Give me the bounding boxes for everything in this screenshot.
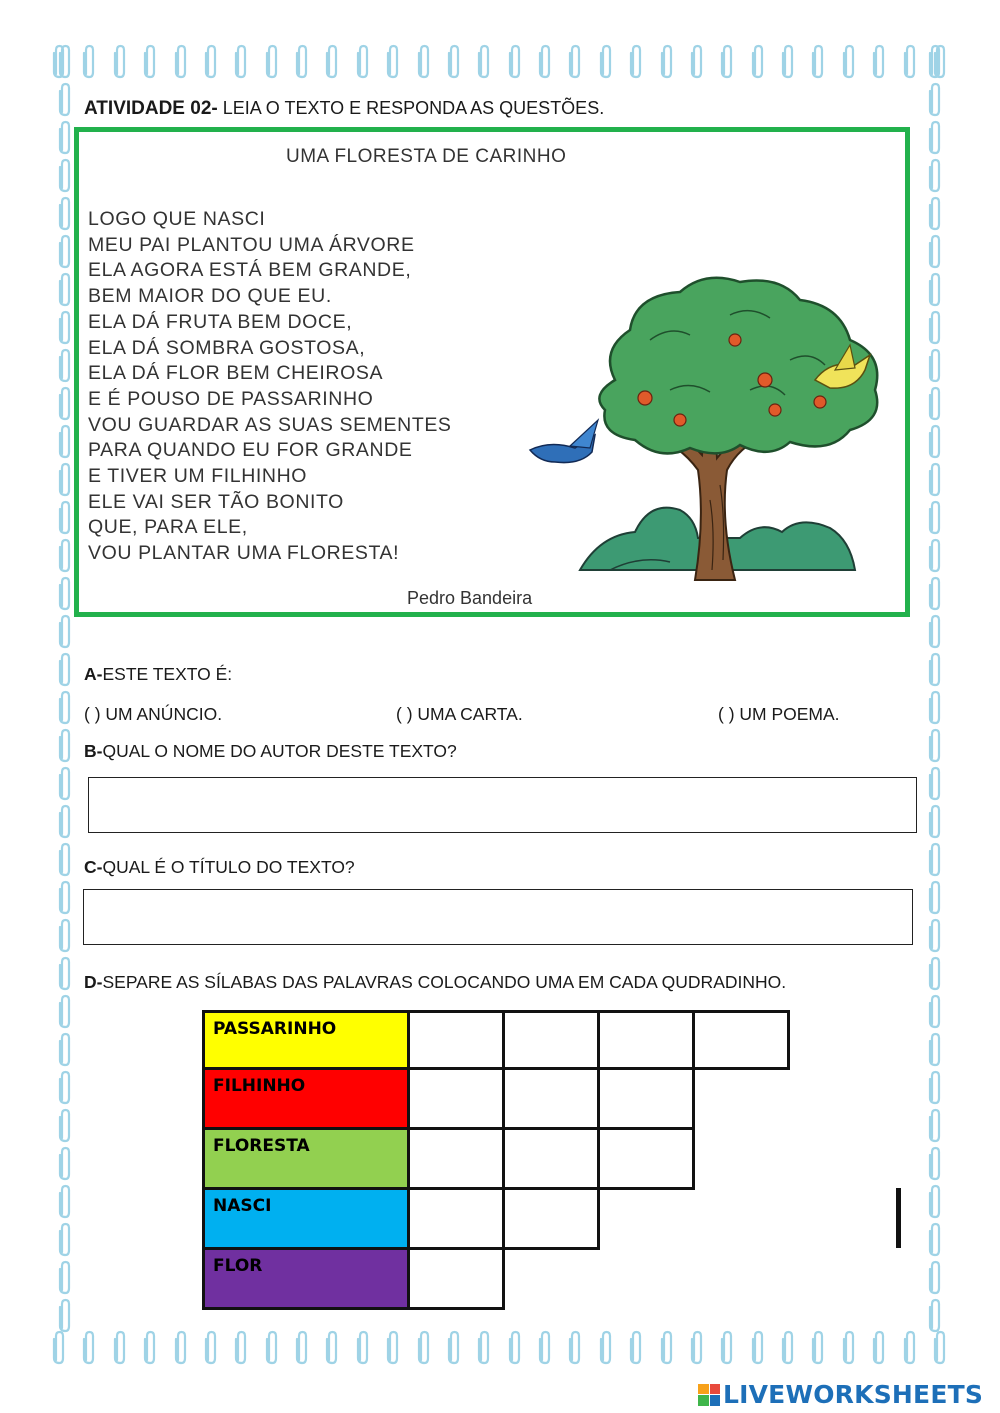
paperclip-icon xyxy=(690,44,705,80)
paperclip-icon xyxy=(928,348,943,384)
paperclip-icon xyxy=(58,1070,73,1106)
paperclip-icon xyxy=(568,1330,583,1366)
syllable-row xyxy=(202,1250,505,1310)
word-cell: FILHINHO xyxy=(202,1070,410,1130)
word-cell: FLOR xyxy=(202,1250,410,1310)
poem-line: MEU PAI PLANTOU UMA ÁRVORE xyxy=(88,233,415,256)
paperclip-border-bottom xyxy=(52,1330,948,1374)
paperclip-icon xyxy=(58,158,73,194)
syllable-input-box[interactable] xyxy=(407,1070,505,1130)
paperclip-icon xyxy=(58,272,73,308)
syllable-input-box[interactable] xyxy=(407,1190,505,1250)
syllable-input-box[interactable] xyxy=(502,1130,600,1190)
paperclip-icon xyxy=(928,234,943,270)
paperclip-icon xyxy=(477,1330,492,1366)
syllable-input-box[interactable] xyxy=(502,1010,600,1070)
paperclip-icon xyxy=(58,538,73,574)
paperclip-icon xyxy=(143,1330,158,1366)
paperclip-icon xyxy=(58,1032,73,1068)
syllable-input-box[interactable] xyxy=(502,1070,600,1130)
paperclip-icon xyxy=(58,424,73,460)
paperclip-icon xyxy=(417,1330,432,1366)
paperclip-icon xyxy=(82,1330,97,1366)
paperclip-icon xyxy=(928,538,943,574)
option-poema[interactable]: ( ) UM POEMA. xyxy=(718,704,840,724)
question-b-label: B- xyxy=(84,741,103,761)
syllable-row xyxy=(202,1010,790,1070)
paperclip-icon xyxy=(842,44,857,80)
poem-line: VOU PLANTAR UMA FLORESTA! xyxy=(88,542,400,565)
poem-line: ELA DÁ FRUTA BEM DOCE, xyxy=(88,310,353,333)
vertical-bar-mark xyxy=(896,1188,901,1248)
paperclip-icon xyxy=(928,918,943,954)
paperclip-icon xyxy=(386,1330,401,1366)
poem-line: LOGO QUE NASCI xyxy=(88,208,266,230)
paperclip-icon xyxy=(928,310,943,346)
paperclip-icon xyxy=(629,44,644,80)
syllable-row xyxy=(202,1130,695,1190)
paperclip-icon xyxy=(811,1330,826,1366)
paperclip-icon xyxy=(58,44,73,80)
activity-heading xyxy=(84,98,604,120)
question-b-text: QUAL O NOME DO AUTOR DESTE TEXTO? xyxy=(102,741,457,761)
tree-with-birds-illustration xyxy=(520,270,905,600)
paperclip-icon xyxy=(58,690,73,726)
paperclip-icon xyxy=(811,44,826,80)
paperclip-icon xyxy=(204,1330,219,1366)
activity-instruction: LEIA O TEXTO E RESPONDA AS QUESTÕES. xyxy=(217,98,605,118)
paperclip-icon xyxy=(928,272,943,308)
paperclip-icon xyxy=(113,44,128,80)
paperclip-icon xyxy=(928,842,943,878)
syllable-input-box[interactable] xyxy=(407,1130,505,1190)
paperclip-icon xyxy=(928,1070,943,1106)
paperclip-icon xyxy=(174,1330,189,1366)
paperclip-icon xyxy=(928,1260,943,1296)
author-answer-field[interactable] xyxy=(88,777,917,833)
paperclip-icon xyxy=(417,44,432,80)
paperclip-icon xyxy=(928,728,943,764)
syllable-input-box[interactable] xyxy=(597,1130,695,1190)
question-b xyxy=(84,741,457,762)
paperclip-icon xyxy=(928,804,943,840)
question-a xyxy=(84,664,232,685)
syllable-row xyxy=(202,1070,695,1130)
paperclip-icon xyxy=(204,44,219,80)
question-d-text: SEPARE AS SÍLABAS DAS PALAVRAS COLOCANDO UMA EM CADA QUDRADINHO. xyxy=(102,972,787,992)
paperclip-icon xyxy=(477,44,492,80)
poem-line: ELA DÁ FLOR BEM CHEIROSA xyxy=(88,362,384,385)
paperclip-icon xyxy=(928,1032,943,1068)
syllable-input-box[interactable] xyxy=(597,1010,695,1070)
title-answer-field[interactable] xyxy=(83,889,913,945)
paperclip-icon xyxy=(903,44,918,80)
syllable-input-box[interactable] xyxy=(597,1070,695,1130)
poem-line: VOU GUARDAR AS SUAS SEMENTES xyxy=(88,413,452,436)
paperclip-icon xyxy=(872,44,887,80)
paperclip-icon xyxy=(508,44,523,80)
paperclip-icon xyxy=(265,1330,280,1366)
paperclip-icon xyxy=(386,44,401,80)
poem-line: BEM MAIOR DO QUE EU. xyxy=(88,285,332,308)
paperclip-icon xyxy=(660,44,675,80)
word-cell: PASSARINHO xyxy=(202,1010,410,1070)
paperclip-icon xyxy=(58,500,73,536)
paperclip-icon xyxy=(58,614,73,650)
paperclip-icon xyxy=(928,1146,943,1182)
paperclip-icon xyxy=(58,234,73,270)
paperclip-icon xyxy=(447,44,462,80)
poem-line: ELA AGORA ESTÁ BEM GRANDE, xyxy=(88,259,412,282)
paperclip-icon xyxy=(928,766,943,802)
activity-label: ATIVIDADE 02- xyxy=(84,98,218,119)
paperclip-icon xyxy=(58,1222,73,1258)
word-cell: NASCI xyxy=(202,1190,410,1250)
paperclip-icon xyxy=(58,842,73,878)
paperclip-icon xyxy=(58,82,73,118)
paperclip-icon xyxy=(295,44,310,80)
question-d-label: D- xyxy=(84,972,103,992)
paperclip-icon xyxy=(928,1222,943,1258)
question-c-text: QUAL É O TÍTULO DO TEXTO? xyxy=(102,857,355,877)
poem-line: ELA DÁ SOMBRA GOSTOSA, xyxy=(88,336,366,359)
paperclip-icon xyxy=(928,690,943,726)
paperclip-icon xyxy=(58,956,73,992)
syllable-row xyxy=(202,1190,600,1250)
paperclip-icon xyxy=(356,44,371,80)
paperclip-icon xyxy=(690,1330,705,1366)
poem-title: UMA FLORESTA DE CARINHO xyxy=(286,146,567,167)
paperclip-icon xyxy=(928,44,943,80)
paperclip-icon xyxy=(58,196,73,232)
paperclip-icon xyxy=(629,1330,644,1366)
paperclip-icon xyxy=(82,44,97,80)
paperclip-icon xyxy=(751,1330,766,1366)
paperclip-icon xyxy=(842,1330,857,1366)
paperclip-icon xyxy=(720,44,735,80)
paperclip-icon xyxy=(903,1330,918,1366)
paperclip-icon xyxy=(660,1330,675,1366)
paperclip-icon xyxy=(234,1330,249,1366)
paperclip-icon xyxy=(447,1330,462,1366)
paperclip-icon xyxy=(58,120,73,156)
paperclip-icon xyxy=(781,1330,796,1366)
paperclip-icon xyxy=(928,424,943,460)
poem-line: ELE VAI SER TÃO BONITO xyxy=(88,490,344,513)
paperclip-icon xyxy=(58,728,73,764)
poem-line: E TIVER UM FILHINHO xyxy=(88,465,308,488)
paperclip-icon xyxy=(58,462,73,498)
paperclip-icon xyxy=(928,196,943,232)
question-a-label: A- xyxy=(84,664,103,684)
poem-line: E É POUSO DE PASSARINHO xyxy=(88,387,374,410)
poem-author: Pedro Bandeira xyxy=(407,588,533,608)
paperclip-icon xyxy=(113,1330,128,1366)
question-c-label: C- xyxy=(84,857,103,877)
paperclip-border-right xyxy=(924,44,948,1334)
paperclip-icon xyxy=(58,1260,73,1296)
paperclip-icon xyxy=(872,1330,887,1366)
paperclip-icon xyxy=(928,120,943,156)
word-cell: FLORESTA xyxy=(202,1130,410,1190)
paperclip-icon xyxy=(538,44,553,80)
paperclip-icon xyxy=(928,82,943,118)
syllable-input-box[interactable] xyxy=(692,1010,790,1070)
paperclip-icon xyxy=(58,918,73,954)
poem-line: QUE, PARA ELE, xyxy=(88,516,248,539)
paperclip-icon xyxy=(928,386,943,422)
paperclip-icon xyxy=(58,386,73,422)
paperclip-icon xyxy=(928,462,943,498)
liveworksheets-logo-icon xyxy=(698,1384,720,1406)
paperclip-icon xyxy=(52,1330,67,1366)
paperclip-icon xyxy=(58,880,73,916)
poem-text xyxy=(88,207,452,567)
paperclip-icon xyxy=(58,994,73,1030)
paperclip-icon xyxy=(58,1146,73,1182)
paperclip-icon xyxy=(58,1298,73,1334)
paperclip-icon xyxy=(174,44,189,80)
syllable-input-box[interactable] xyxy=(502,1190,600,1250)
paperclip-icon xyxy=(928,956,943,992)
paperclip-icon xyxy=(295,1330,310,1366)
liveworksheets-brand xyxy=(698,1380,983,1409)
paperclip-icon xyxy=(58,348,73,384)
option-carta[interactable]: ( ) UMA CARTA. xyxy=(396,704,523,724)
paperclip-icon xyxy=(58,310,73,346)
paperclip-icon xyxy=(325,44,340,80)
paperclip-icon xyxy=(265,44,280,80)
paperclip-icon xyxy=(720,1330,735,1366)
poem-line: PARA QUANDO EU FOR GRANDE xyxy=(88,439,413,462)
paperclip-icon xyxy=(234,44,249,80)
paperclip-icon xyxy=(751,44,766,80)
syllable-input-box[interactable] xyxy=(407,1010,505,1070)
paperclip-icon xyxy=(508,1330,523,1366)
paperclip-icon xyxy=(58,1184,73,1220)
paperclip-border-top xyxy=(52,44,948,88)
paperclip-icon xyxy=(928,500,943,536)
paperclip-icon xyxy=(928,614,943,650)
paperclip-icon xyxy=(58,576,73,612)
paperclip-icon xyxy=(58,804,73,840)
question-a-text: ESTE TEXTO É: xyxy=(102,664,233,684)
paperclip-icon xyxy=(928,1184,943,1220)
brand-name: LIVEWORKSHEETS xyxy=(723,1380,984,1409)
paperclip-icon xyxy=(599,44,614,80)
question-c xyxy=(84,857,355,878)
paperclip-icon xyxy=(58,652,73,688)
paperclip-icon xyxy=(928,652,943,688)
paperclip-icon xyxy=(933,1330,948,1366)
paperclip-icon xyxy=(599,1330,614,1366)
paperclip-icon xyxy=(568,44,583,80)
paperclip-icon xyxy=(928,994,943,1030)
paperclip-icon xyxy=(928,158,943,194)
paperclip-icon xyxy=(781,44,796,80)
paperclip-icon xyxy=(356,1330,371,1366)
paperclip-icon xyxy=(928,1298,943,1334)
syllable-input-box[interactable] xyxy=(407,1250,505,1310)
question-d xyxy=(84,972,786,993)
option-anuncio[interactable]: ( ) UM ANÚNCIO. xyxy=(84,704,223,724)
paperclip-icon xyxy=(58,1108,73,1144)
paperclip-icon xyxy=(928,576,943,612)
paperclip-icon xyxy=(143,44,158,80)
paperclip-icon xyxy=(58,766,73,802)
paperclip-icon xyxy=(928,1108,943,1144)
paperclip-icon xyxy=(325,1330,340,1366)
paperclip-icon xyxy=(538,1330,553,1366)
paperclip-icon xyxy=(928,880,943,916)
